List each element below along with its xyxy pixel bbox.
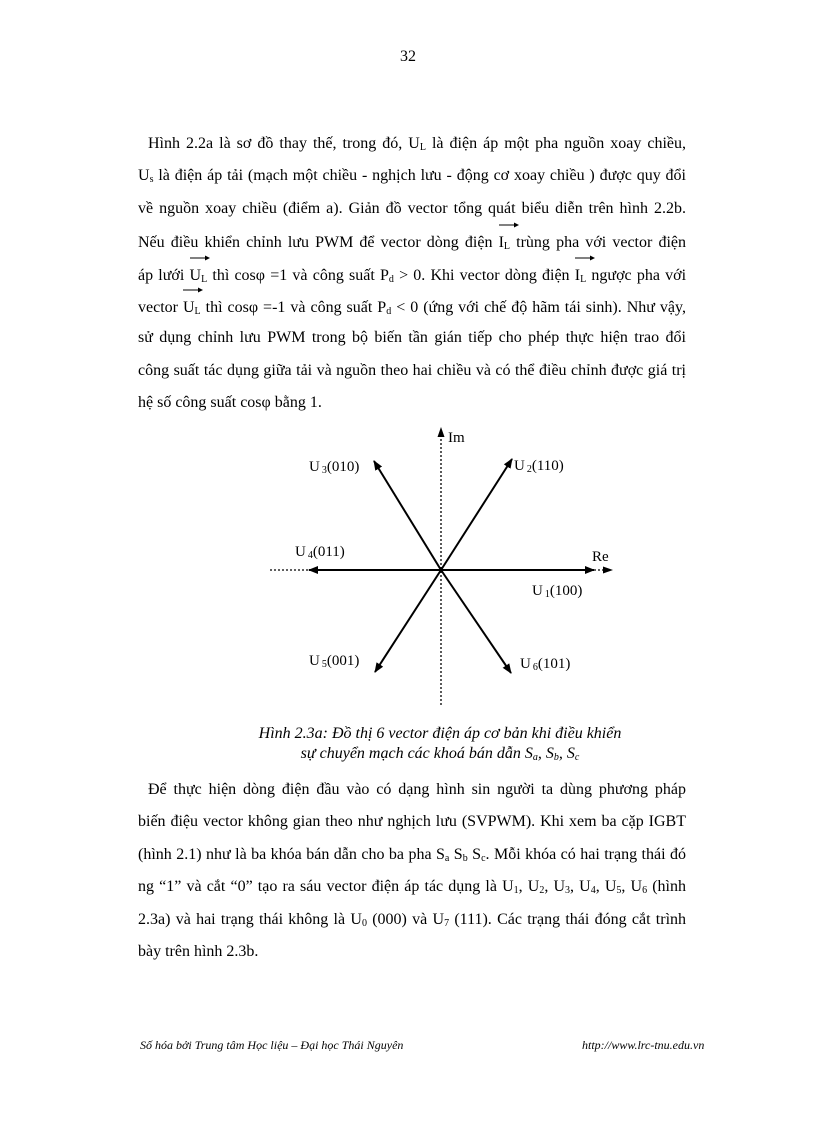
vector-arrow-icon bbox=[499, 222, 519, 228]
para1-line-2: $U_s$ là điện áp tải (mạch một chiều - nghịch lưu - động cơ xoay chiều ) được quy đổi bbox=[138, 167, 686, 186]
para1-line-4: Nếu điều khiển chỉnh lưu PWM để vector dòng điện $I_L$ trùng pha với vector điện bbox=[138, 225, 686, 257]
re-axis-arrow-icon bbox=[603, 567, 613, 574]
para1-line-3: về nguồn xoay chiều (điểm a). Giản đồ vector tổng quát biểu diễn trên hình 2.2b. bbox=[138, 199, 686, 217]
u6-label: U 6(101) bbox=[520, 656, 571, 673]
caption-line-1: Hình 2.3a: Đồ thị 6 vector điện áp cơ bản khi điều khiển bbox=[258, 725, 622, 742]
vector-u3 bbox=[374, 461, 441, 570]
para1-line-8: công suất tác dụng giữa tải và nguồn theo hai chiều và có thể điều chỉnh được giá trị bbox=[138, 361, 686, 379]
u5-label: U 5(001) bbox=[309, 653, 360, 670]
para1-line-6: vector $U_L$ thì cosφ =-1 và công suất $P_d < 0$ (ứng với chế độ hãm tái sinh). Như vậy, bbox=[138, 290, 686, 322]
im-axis-arrow-icon bbox=[438, 427, 445, 437]
para2-line-1: Để thực hiện dòng điện đầu vào có dạng hình sin người ta dùng phương pháp bbox=[148, 781, 686, 798]
page-number: 32 bbox=[400, 48, 416, 65]
para1-line-1: Hình 2.2a là sơ đồ thay thế, trong đó, $U_L$ là điện áp một pha nguồn xoay chiều, bbox=[148, 135, 686, 153]
figure-caption bbox=[200, 724, 680, 764]
para1-line-7: sử dụng chỉnh lưu PWM trong bộ biến tần gián tiếp cho phép thực hiện trao đổi bbox=[138, 329, 686, 347]
u2-label: U 2(110) bbox=[514, 458, 564, 475]
vector-diagram bbox=[262, 423, 622, 715]
voltage-vector: $U_L$ bbox=[183, 290, 201, 324]
vector-diagram-svg bbox=[262, 423, 622, 715]
caption-line-2: sự chuyển mạch các khoá bán dẫn $S_a$, $S_b$, $S_c$ bbox=[300, 745, 580, 763]
u4-label: U 4(011) bbox=[295, 544, 345, 561]
vector-u6 bbox=[441, 570, 511, 673]
current-vector: $I_L$ bbox=[499, 225, 510, 259]
footer-source: Số hóa bởi Trung tâm Học liệu – Đại học Thái Nguyên bbox=[140, 1038, 404, 1052]
para2-line-4: ng “1” và cắt “0” tạo ra sáu vector điện áp tác dụng là $U_1$, $U_2$, $U_3$, $U_4$, $U_5$, $U_6$ (hình bbox=[138, 878, 686, 897]
para2-line-5: 2.3a) và hai trạng thái không là $U_0$ (000) và $U_7$ (111). Các trạng thái đóng cắt trình bbox=[138, 910, 687, 929]
para2-line-2: biến điệu vector không gian theo như nghịch lưu (SVPWM). Khi xem ba cặp IGBT bbox=[138, 813, 686, 831]
current-vector: $I_L$ bbox=[575, 258, 586, 292]
para2-line-6: bày trên hình 2.3b. bbox=[138, 942, 259, 960]
im-label: Im bbox=[448, 430, 465, 446]
vector-arrow-icon bbox=[190, 255, 210, 261]
u3-label: U 3(010) bbox=[309, 459, 360, 476]
voltage-vector: $U_L$ bbox=[190, 258, 208, 292]
para2-line-3: (hình 2.1) như là ba khóa bán dẫn cho ba pha $S_a$ $S_b$ $S_c$. Mỗi khóa có hai trạng thái đó bbox=[138, 845, 686, 864]
footer-url[interactable]: http://www.lrc-tnu.edu.vn bbox=[582, 1038, 705, 1052]
para1-line-9: hệ số công suất cosφ bằng 1. bbox=[138, 394, 322, 412]
u1-label: U 1(100) bbox=[532, 583, 583, 600]
paragraph-2 bbox=[138, 774, 686, 968]
para1-line-5: áp lưới $U_L$ thì cosφ =1 và công suất $P_d > 0$. Khi vector dòng điện $I_L$ ngược pha với bbox=[138, 258, 686, 290]
vector-u2 bbox=[441, 459, 512, 570]
vector-arrow-icon bbox=[183, 287, 203, 293]
vector-u5 bbox=[375, 570, 441, 672]
paragraph-1 bbox=[138, 128, 686, 420]
vector-arrow-icon bbox=[575, 255, 595, 261]
re-label: Re bbox=[592, 549, 609, 565]
